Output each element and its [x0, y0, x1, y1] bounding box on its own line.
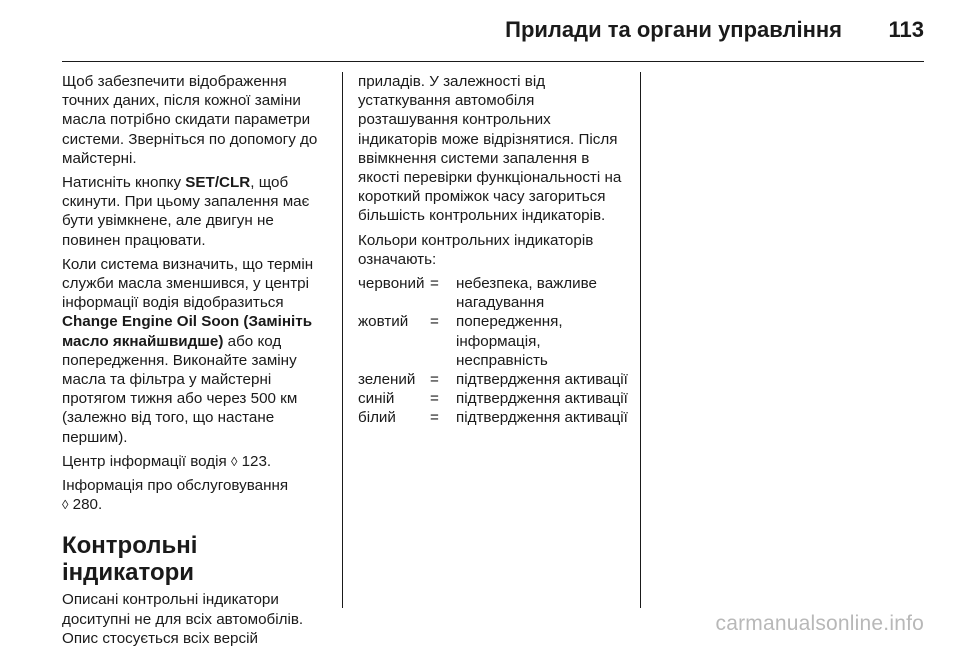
- page-reference-icon: ◊: [62, 497, 69, 513]
- color-row: [358, 408, 634, 427]
- color-meaning: підтвердження активації: [456, 390, 628, 408]
- section-heading: Контрольні індикатори: [62, 532, 198, 587]
- left-column: [62, 72, 332, 653]
- text-span: або код попередження. Виконайте заміну масла та фільтра у майстерні протягом тижня або через 500 км (залежно від того, що настане першим).: [62, 332, 298, 446]
- page-header: [0, 0, 960, 62]
- color-row: [358, 274, 634, 312]
- set-clr-button-label: SET/CLR: [185, 174, 251, 192]
- color-row: [358, 312, 634, 370]
- text-span: Інформація про обслуговування: [62, 477, 289, 495]
- paragraph-indicators-cont: приладів. У залежності від устаткування автомобіля розташування контрольних індикаторів може відрізнятися. Після ввімкнення системи запалення в якості перевірки функціональності на короткий проміжок часу загориться більшість контрольних індикаторів.: [358, 73, 622, 225]
- color-meaning: підтвердження активації: [456, 371, 628, 389]
- color-name: червоний: [358, 275, 425, 293]
- equals-sign: =: [430, 313, 439, 331]
- paragraph-colors-intro: Кольори контрольних індикаторів означають:: [358, 231, 594, 268]
- color-name: синій: [358, 390, 395, 408]
- paragraph-oil-warning: [62, 255, 332, 447]
- page-number: 113: [888, 17, 924, 42]
- color-name: зелений: [358, 371, 416, 389]
- text-span: Натисніть кнопку: [62, 174, 186, 192]
- paragraph-indicators-intro: Описані контрольні індикатори доситупні не для всіх автомобілів. Опис стосується всіх версій: [62, 591, 304, 647]
- equals-sign: =: [430, 390, 439, 408]
- equals-sign: =: [430, 409, 439, 427]
- color-name: жовтий: [358, 313, 409, 331]
- oil-message-label: Change Engine Oil Soon (Замініть масло якнайшвидше): [62, 313, 313, 350]
- paragraph-service-reference: [62, 476, 332, 514]
- header-rule: [62, 61, 924, 62]
- text-span: Центр інформації водія: [62, 452, 231, 470]
- color-meaning: попередження, інформація, несправність: [456, 313, 563, 369]
- color-row: [358, 389, 634, 408]
- watermark: carmanualsonline.info: [715, 612, 924, 635]
- paragraph-reset-button: [62, 173, 332, 250]
- color-meaning: небезпека, важливе нагадування: [456, 275, 597, 312]
- text-span: , щоб скинути. При цьому запалення має бути увімкнене, але двигун не повинен працювати.: [62, 174, 310, 249]
- color-name: білий: [358, 409, 396, 427]
- color-legend-table: [358, 274, 634, 428]
- color-meaning: підтвердження активації: [456, 409, 628, 427]
- page-reference-icon: ◊: [230, 453, 238, 469]
- equals-sign: =: [430, 371, 439, 389]
- page-reference-link[interactable]: 123.: [237, 452, 272, 470]
- paragraph-dic-reference: [62, 452, 332, 471]
- text-span: Коли система визначить, що термін служби масла зменшився, у центрі інформації водія відобразиться: [62, 255, 314, 312]
- page-reference-link[interactable]: 280.: [68, 496, 103, 514]
- paragraph-reset-intro: Щоб забезпечити відображення точних даних, після кожної заміни масла потрібно скидати параметри системи. Зверніться по допомогу до майстерні.: [62, 73, 318, 167]
- middle-column: [358, 72, 634, 428]
- page-title: Прилади та органи управління: [505, 17, 842, 42]
- color-row: [358, 370, 634, 389]
- column-divider-right: [640, 72, 641, 608]
- column-divider-left: [342, 72, 343, 608]
- equals-sign: =: [430, 275, 439, 293]
